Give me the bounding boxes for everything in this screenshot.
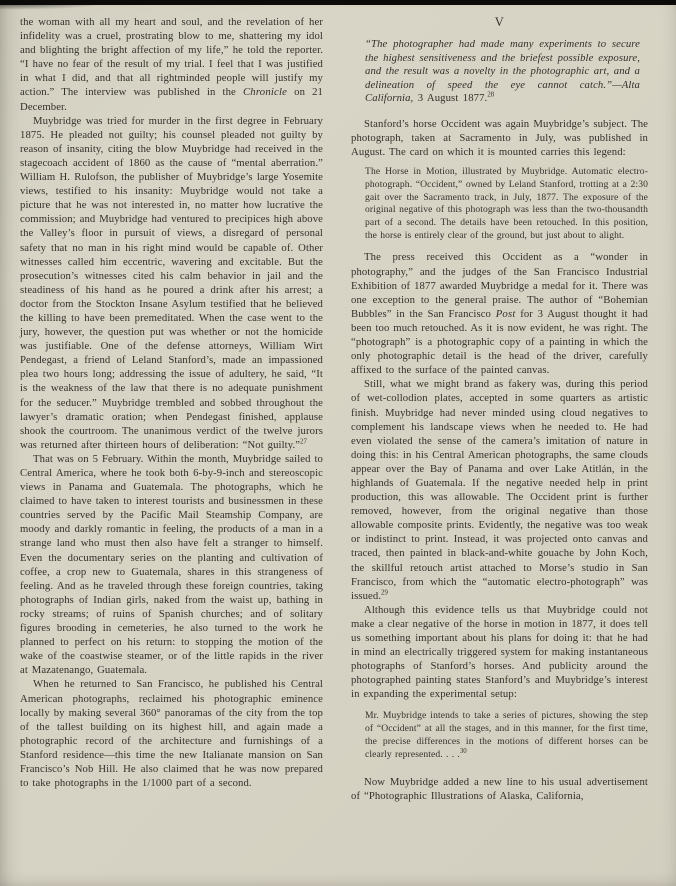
paragraph-central-america: [20, 452, 323, 678]
footnote-ref-30: 30: [459, 747, 467, 755]
paragraph-return-sf: [20, 677, 323, 790]
paragraph-fakery: [351, 377, 648, 603]
epigraph-italic-text: “The photographer had made many experiments to secure the highest sensitiveness and the briefest possible exposure, and the result was a novelty in the photographic art, and a delineation of speed the eye cannot catch.”—Alta California,: [365, 38, 640, 105]
paragraph-text: When he returned to San Francisco, he published his Central American photographs, reclaimed his photographic eminence locally by making several 360° panoramas of the city from the top of the tallest building on its highest hill, and again made a photographic record of the architecture and furnishings of a Stanford residence—this time the new Italianate mansion on San Francisco’s Nob Hill. He also claimed that he was now prepared to take photographs in the 1/1000 part of a second.: [20, 678, 323, 790]
paragraph-text: on 21 December.: [20, 86, 323, 113]
footnote-ref-27: 27: [300, 438, 307, 446]
paragraph-text: The press received this Occident as a “wonder in photography,” and the judges of the San Francisco Industrial Exhibition of 1877 awarded Muybridge a medal for it. There was one exception to the general praise. The author of “Bohemian Bubbles” in the San Francisco: [351, 251, 648, 320]
paragraph-new-line-advertisement: [351, 775, 648, 803]
section-heading-v: V: [494, 15, 505, 29]
footnote-ref-29: 29: [381, 589, 388, 597]
paragraph-press-reception: [351, 250, 648, 377]
quote-text: The Horse in Motion, illustrated by Muybridge. Automatic electro-photograph. “Occident,” owned by Leland Stanford, trotting at a 2:30 gait over the Sacramento track, in July, 1877. The exposure of the original negative of this photograph was less than the two-thousandth part of a second. The details have been retouched. In this position, the horse is entirely clear of the ground, but just about to alight.: [365, 166, 648, 241]
paragraph-text: Stanford’s horse Occident was again Muybridge’s subject. The photograph, taken at Sacramento in July, was published in August. The card on which it is mounted carries this legend:: [351, 117, 648, 159]
left-column: [20, 15, 323, 790]
paragraph-occident-subject: [351, 117, 648, 159]
chronicle-title: Chronicle: [242, 86, 288, 99]
paragraph-text: for 3 August thought it had been too much retouched. As it is now evident, he was right. The “photograph” is a photographic copy of a painting in which the only photographic detail is the head of the driver, carefully affixed to the surface of the painted canvas.: [351, 307, 648, 377]
right-column: [351, 15, 648, 803]
paragraph-text: Now Muybridge added a new line to his usual advertisement of “Photographic Illustrations of Alaska, California,: [351, 776, 648, 803]
scan-edge-shadow: [0, 0, 120, 10]
paragraph-text: Muybridge was tried for murder in the first degree in February 1875. He pleaded not guilty; his counsel pleaded not guilty by reason of insanity, citing the blow Muybridge had received in the stagecoach accident of 1860 as the cause of “mental aberration.” William H. Rulofson, the publisher of Muybridge’s large Yosemite views, testified to his insanity: Muybridge would not take a picture that he was not interested in, no matter how lucrative the commission; and Muybridge had ventured to precipices high above the Valley’s floor in pursuit of views, a disregard of personal safety that no man in his right mind would be capable of. Other witnesses called him eccentric, wavering and excitable. But the prosecution’s witnesses cited his calm behavior in jail and the steadiness of his hand as he poured a drink after his arrest; a doctor from the Stockton Insane Asylum testified that he believed the killing to have been premeditated. When the case went to the jury, however, the question put was whether or not the homicide was justifiable. One of the defense attorneys, William Wirt Pendegast, a friend of Leland Stanford’s, made an impassioned plea two hours long; addressing the issue of adultery, he said, “It is the weakness of the law that there is no adequate punishment for the seducer.” Muybridge trembled and sobbed throughout the lawyer’s dramatic oration; when Pendegast finished, applause shook the courtroom. The unanimous verdict of the twelve jurors was returned after thirteen hours of deliberation: “Not guilty.”: [20, 114, 323, 451]
paragraph-text: Although this evidence tells us that Muybridge could not make a clear negative of the horse in motion in 1877, it does tell us something important about his plans for doing it: that he had in mind an electrically triggered system for making instantaneous photographs of Stanford’s horses. And publicity around the photographed painting states Stanford’s and Muybridge’s interest in expanding the experimental setup:: [351, 603, 648, 701]
post-title: Post: [495, 307, 516, 320]
setup-quote: [351, 710, 648, 761]
paragraph-text: the woman with all my heart and soul, and the revelation of her infidelity was a cruel, prostrating blow to me, shattering my idol and blighting the bright affection of my life,” he told the reporter. “I have no fear of the result of my trial. I feel that I was justified in what I did, and that all rightminded people will justify my action.” The interview was published in the: [20, 16, 323, 99]
paragraph-text: Still, what we might brand as fakery was, during this period of wet-collodion plates, accepted in some quarters as artistic finish. Muybridge had never minded using cloud negatives to complement his landscape views when he needed to. He had even violated the sense of the camera’s imitation of nature in doing this: in his Central American photographs, the same clouds appear over the Bay of Panama and over Lake Atitlán, in the highlands of Guatemala. If the negative needed help in print production, this was allowable. The Occident print is further removed, however, from the original negative than those allowable composite prints. Evidently, the negative was too weak or indistinct to print. Instead, it was projected onto canvas and traced, then painted in black-and-white gouache by John Koch, the skillful retouch artist attached to Morse’s studio in San Francisco, from which the “automatic electro-photograph” was issued.: [351, 378, 648, 602]
paragraph-evidence: [351, 603, 648, 702]
epigraph-quote: [351, 38, 648, 106]
quote-text: Mr. Muybridge intends to take a series of pictures, showing the step of “Occident” at all the stages, and in this manner, for the first time, the precise differences in the motions of different horses can be clearly represented. . . .: [365, 710, 648, 760]
footnote-ref-28: 28: [487, 91, 495, 99]
paragraph-continuation: [20, 15, 323, 114]
paragraph-text: That was on 5 February. Within the month, Muybridge sailed to Central America, where he took both 6-by-9-inch and stereoscopic views in Panama and Guatemala. The photographs, which he claimed to have taken to interest tourists and businessmen in these countries served by the Pacific Mail Steamship Company, are moody and darkly romantic in feeling, the products of a man in a strange land who must then also have felt a stranger to himself. Even the documentary series on the planting and cultivation of coffee, a crop new to Guatemala, shares in this strangeness of feeling. And as he traveled through these foreign countries, taking photographs of Indian girls, naked from the waist up, bathing in rocky streams; of ruins of Spanish churches; and of solitary figures brooding in cemeteries, he also turned to the work he planned to perfect on his return: to stopping the motion of the wake of the coastwise steamer, or of the little rapids in the river at Mazatenango, Guatemala.: [20, 452, 323, 677]
paragraph-trial: [20, 114, 323, 452]
card-legend-quote: [351, 166, 648, 242]
epigraph-date: 3 August 1877.: [417, 92, 488, 105]
